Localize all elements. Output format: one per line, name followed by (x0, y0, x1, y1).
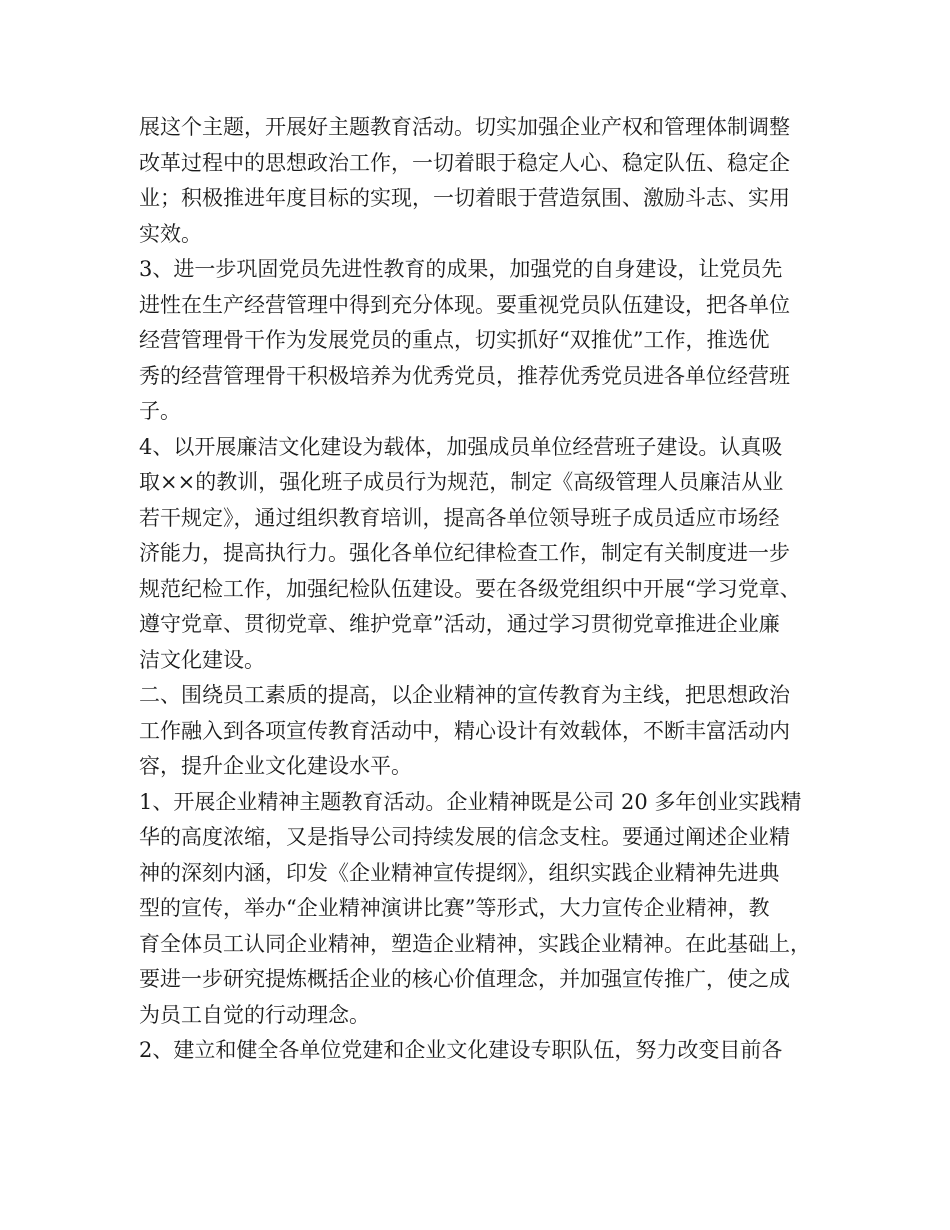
text-line: 为员工自觉的行动理念。 (139, 1002, 370, 1027)
text-line: 进性在生产经营管理中得到充分体现。要重视党员队伍建设，把各单位 (139, 292, 790, 317)
text-line: 4、以开展廉洁文化建设为载体，加强成员单位经营班子建设。认真吸 (139, 434, 783, 459)
text-line: 取××的教训，强化班子成员行为规范，制定《高级管理人员廉洁从业 (139, 470, 784, 494)
text-line: 遵守党章、贯彻党章、维护党章”活动，通过学习贯彻党章推进企业廉 (139, 612, 780, 636)
text-line: 3、进一步巩固党员先进性教育的成果，加强党的自身建设，让党员先 (139, 257, 783, 281)
text-line: 业；积极推进年度目标的实现，一切着眼于营造氛围、激励斗志、实用 (139, 186, 790, 210)
text-line: 展这个主题，开展好主题教育活动。切实加强企业产权和管理体制调整 (139, 115, 790, 139)
text-line: 改革过程中的思想政治工作，一切着眼于稳定人心、稳定队伍、稳定企 (139, 150, 790, 175)
text-line: 型的宣传，举办“企业精神演讲比赛”等形式，大力宣传企业精神，教 (139, 896, 770, 920)
text-line: 济能力，提高执行力。强化各单位纪律检查工作，制定有关制度进一步 (139, 541, 790, 565)
text-line: 育全体员工认同企业精神，塑造企业精神，实践企业精神。在此基础上， (139, 931, 811, 956)
text-line: 秀的经营管理骨干积极培养为优秀党员，推荐优秀党员进各单位经营班 (139, 363, 790, 388)
text-line: 华的高度浓缩，又是指导公司持续发展的信念支柱。要通过阐述企业精 (139, 825, 790, 849)
text-line: 规范纪检工作，加强纪检队伍建设。要在各级党组织中开展“学习党章、 (139, 576, 801, 601)
text-line: 洁文化建设。 (139, 647, 265, 672)
text-line: 子。 (139, 399, 181, 423)
text-line: 神的深刻内涵，印发《企业精神宣传提纲》，组织实践企业精神先进典 (139, 860, 780, 885)
text-line: 容，提升企业文化建设水平。 (139, 754, 412, 778)
text-line: 2、建立和健全各单位党建和企业文化建设专职队伍，努力改变目前各 (139, 1038, 783, 1062)
text-line: 1、开展企业精神主题教育活动。企业精神既是公司 20 多年创业实践精 (139, 789, 802, 814)
document-body (139, 110, 819, 1069)
text-line: 实效。 (139, 221, 202, 246)
text-line: 经营管理骨干作为发展党员的重点，切实抓好“双推优”工作，推选优 (139, 328, 770, 352)
text-line: 若干规定》，通过组织教育培训，提高各单位领导班子成员适应市场经 (139, 505, 780, 530)
text-line: 工作融入到各项宣传教育活动中，精心设计有效载体，不断丰富活动内 (139, 718, 790, 743)
text-line: 二、围绕员工素质的提高，以企业精神的宣传教育为主线，把思想政治 (139, 683, 790, 707)
text-line: 要进一步研究提炼概括企业的核心价值理念，并加强宣传推广，使之成 (139, 967, 790, 991)
